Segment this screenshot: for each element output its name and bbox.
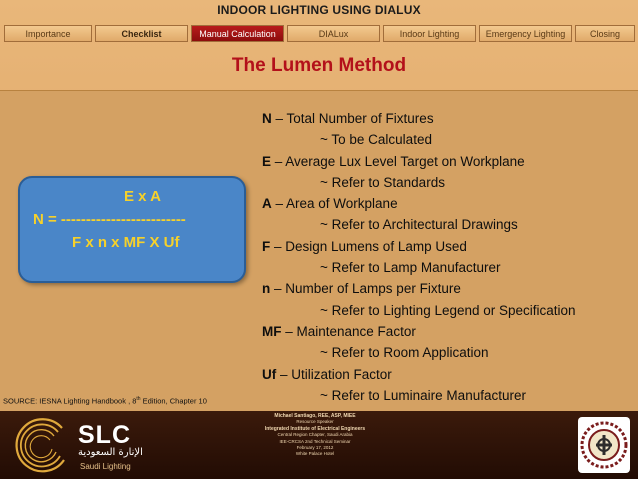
definition-mf: MF – Maintenance Factor [262, 323, 416, 339]
definition-a-note: ~ Refer to Architectural Drawings [320, 217, 518, 233]
definition-mf-note: ~ Refer to Room Application [320, 345, 489, 361]
credit-line: White Palace Hotel [295, 451, 335, 457]
credit-line: Integrated Institute of Electrical Engineers [264, 425, 366, 432]
tab-closing[interactable]: Closing [575, 25, 635, 42]
speaker-credits [240, 413, 390, 458]
credit-line: February 17, 2012 [296, 445, 334, 451]
credit-line: Michael Santiago, REE, ASP, MIEE [274, 413, 356, 419]
slide-header-title: INDOOR LIGHTING USING DIALUX [217, 3, 421, 17]
tab-importance[interactable]: Importance [4, 25, 92, 42]
formula-denominator: F x n x MF X Uf [72, 234, 180, 251]
definition-n-note: ~ To be Calculated [320, 132, 432, 148]
definition-uf: Uf – Utilization Factor [262, 366, 392, 382]
credit-line: IEE-CRCSA 2nd Technical Seminar [279, 438, 351, 444]
definition-uf-note: ~ Refer to Luminaire Manufacturer [320, 387, 526, 403]
definitions-list [262, 108, 634, 406]
credit-line: Central Region Chapter, Saudi Arabia [277, 432, 353, 438]
tab-dialux[interactable]: DIALux [287, 25, 380, 42]
tab-checklist[interactable]: Checklist [95, 25, 188, 42]
iiee-emblem-icon [576, 415, 632, 475]
definition-lamps: n – Number of Lamps per Fixture [262, 281, 461, 297]
tab-indoor-lighting[interactable]: Indoor Lighting [383, 25, 476, 42]
definition-f-note: ~ Refer to Lamp Manufacturer [320, 260, 501, 276]
nav-bar [0, 25, 638, 44]
definition-n: N – Total Number of Fixtures [262, 111, 434, 126]
definition-lamps-note: ~ Refer to Lighting Legend or Specification [320, 302, 576, 318]
tab-emergency-lighting[interactable]: Emergency Lighting [479, 25, 572, 42]
definition-a: A – Area of Workplane [262, 196, 398, 212]
slc-logo-icon [12, 418, 70, 474]
page-title: The Lumen Method [231, 55, 407, 76]
definition-e-note: ~ Refer to Standards [320, 174, 445, 190]
definition-f: F – Design Lumens of Lamp Used [262, 238, 467, 254]
formula-numerator: E x A [124, 188, 161, 205]
slc-logo-arabic: الإنارة السعودية [78, 447, 143, 458]
formula-fraction-line: N = ------------------------- [33, 211, 186, 228]
slc-logo-subtitle: Saudi Lighting [80, 462, 131, 471]
source-citation: SOURCE: IESNA Lighting Handbook , 8th Edition, Chapter 10 [3, 396, 207, 406]
slc-logo-text: SLC [78, 421, 131, 449]
formula-box [18, 176, 246, 283]
definition-e: E – Average Lux Level Target on Workplane [262, 153, 525, 169]
tab-manual-calculation[interactable]: Manual Calculation [191, 25, 284, 42]
credit-line: Resource Speaker [296, 419, 334, 425]
